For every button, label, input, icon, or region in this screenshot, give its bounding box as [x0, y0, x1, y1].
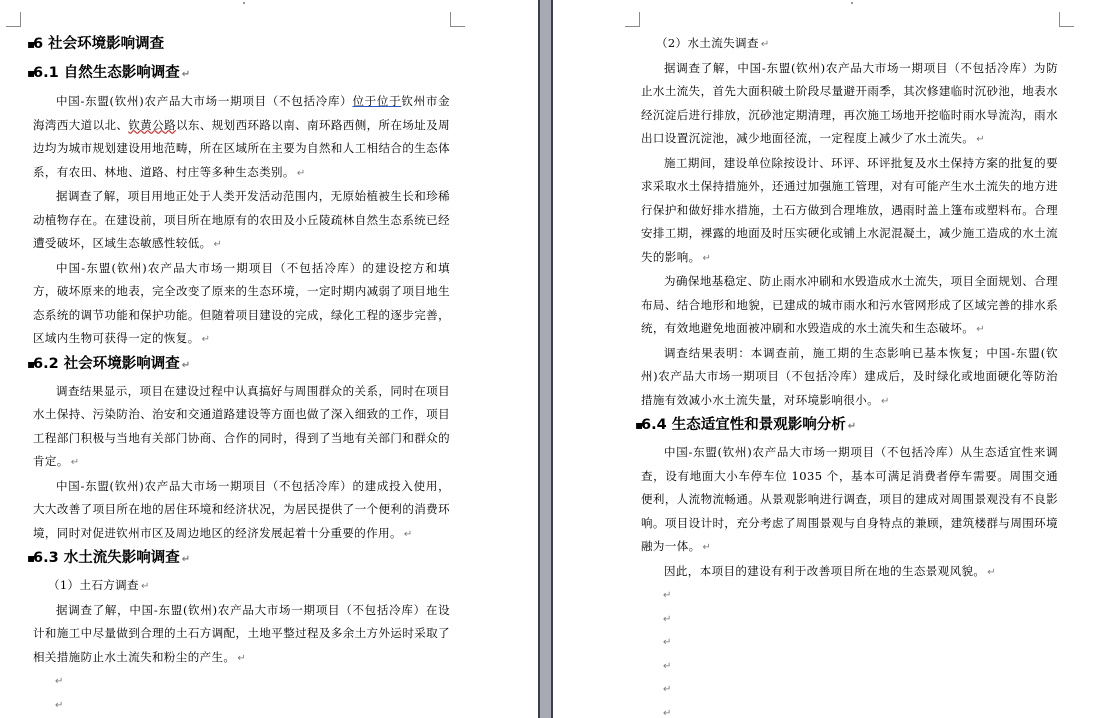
subheading-soil-erosion: （2）水土流失调查 ↵ [655, 36, 770, 50]
document-page-right [553, 0, 1116, 718]
empty-paragraph-mark: ↵ [663, 637, 672, 648]
paragraph-6-1-survey: 据调查了解，项目用地正处于人类开发活动范围内，无原始植被生长和珍稀动植物存在。在建设前，项目所在地原有的农田及小丘陵疏林自然生态系统已经遭受破坏，区域生态敏感性较低。 ↵ [33, 189, 450, 250]
empty-paragraph-mark: ↵ [55, 699, 64, 711]
subheading-earthwork: （1）土石方调查 ↵ [47, 578, 150, 592]
crop-mark-top-left [6, 12, 21, 27]
paragraph-6-2-benefits: 中国-东盟(钦州)农产品大市场一期项目（不包括冷库）的建成投入使用，大大改善了项目所在地的居住环境和经济状况，为居民提供了一个便利的消费环境，同时对促进钦州市区及周边地区的经济发展起着十分重要的作用。 ↵ [33, 478, 450, 540]
paragraph-6-3-results: 调查结果表明：本调查前，施工期的生态影响已基本恢复；中国-东盟(钦州)农产品大市场一期项目（不包括冷库）建成后，及时绿化或地面硬化等防治措施有效减小水土流失量，对环境影响很小。 ↵ [641, 345, 1058, 407]
header-marker [851, 2, 853, 4]
empty-paragraph-mark: ↵ [663, 590, 672, 601]
empty-paragraph-mark: ↵ [663, 684, 672, 695]
paragraph-6-3-drainage: 为确保地基稳定、防止雨水冲刷和水毁造成水土流失，项目全面规划、合理布局、结合地形和地貌，已建成的城市雨水和污水管网形成了区域完善的排水系统，有效地避免地面被冲刷和水毁造成的水土流失和生态破坏。 ↵ [641, 274, 1058, 335]
empty-paragraph-mark: ↵ [663, 707, 672, 718]
heading-section-6-4: ▪ 6.4 生态适宜性和景观影响分析 ↵ [635, 417, 857, 433]
empty-paragraph-mark: ↵ [55, 676, 64, 687]
header-marker [243, 2, 245, 4]
paragraph-6-3-erosion: 据调查了解，中国-东盟(钦州)农产品大市场一期项目（不包括冷库）为防止水土流失，首先大面积破土阶段尽量避开雨季，其次修建临时沉砂池，地表水经沉淀后进行排放，沉砂池定期清理，再次施工场地开挖临时雨水导流沟，雨水出口设置沉淀池，减少地面径流，一定程度上减少了水土流失。 ↵ [641, 60, 1058, 145]
paragraph-6-1-location: 中国-东盟(钦州)农产品大市场一期项目（不包括冷库）位于位于钦州市金海湾西大道以北、钦黄公路以东、规划西环路以南、南环路西侧，所在场址及周边均为城市规划建设用地范畴，所在区域所在主要为自然和人工相结合的生态体系，有农田、林地、道路、村庄等多种生态类别。 ↵ [33, 94, 451, 179]
paragraph-6-2-results: 调查结果显示，项目在建设过程中认真搞好与周围群众的关系，同时在项目水土保持、污染防治、治安和交通道路建设等方面也做了深入细致的工作，项目工程部门积极与当地有关部门协商、合作的同时，得到了当地有关部门和群众的肯定。 ↵ [33, 383, 450, 468]
empty-paragraph-mark: ↵ [663, 660, 672, 672]
heading-section-6: ▪ 6 社会环境影响调查 [27, 36, 165, 52]
heading-section-6-1: ▪ 6.1 自然生态影响调查 ↵ [27, 65, 191, 81]
paragraph-6-4-analysis: 中国-东盟(钦州)农产品大市场一期项目（不包括冷库）从生态适宜性来调查，设有地面大小车停车位 1035 个，基本可满足消费者停车需要。周围交通便利，人流物流畅通。从景观影响进行调查，项目的建成对周围景观没有不良影响。项目设计时，充分考虑了周围景观与自身特点的兼顾，建筑楼群与周围环境融为一体。 ↵ [641, 445, 1058, 553]
crop-mark-top-right [450, 12, 465, 27]
paragraph-6-3-earthwork: 据调查了解，中国-东盟(钦州)农产品大市场一期项目（不包括冷库）在设计和施工中尽量做到合理的土石方调配，土地平整过程及多余土方外运时采取了相关措施防止水土流失和粉尘的产生。 ↵ [33, 602, 450, 664]
paragraph-6-1-construction: 中国-东盟(钦州)农产品大市场一期项目（不包括冷库）的建设挖方和填方，破坏原来的地表，完全改变了原来的生态环境，一定时期内减弱了项目地生态系统的调节功能和保护功能。但随着项目建设的完成，绿化工程的逐步完善，区域内生物可获得一定的恢复。 ↵ [33, 260, 450, 345]
page-edge-left [538, 0, 540, 718]
paragraph-6-4-conclusion: 因此，本项目的建设有利于改善项目所在地的生态景观风貌。 ↵ [664, 563, 997, 578]
document-page-left [0, 0, 538, 718]
right-page-body[interactable] [635, 32, 1058, 718]
heading-section-6-3: ▪ 6.3 水土流失影响调查 ↵ [27, 550, 191, 566]
empty-paragraph-mark: ↵ [663, 613, 672, 625]
crop-mark-top-right [1059, 12, 1074, 27]
crop-mark-top-left [625, 12, 640, 27]
heading-section-6-2: ▪ 6.2 社会环境影响调查 ↵ [27, 355, 191, 372]
paragraph-6-3-construction: 施工期间，建设单位除按设计、环评、环评批复及水土保持方案的批复的要求采取水土保持措施外，还通过加强施工管理，对有可能产生水土流失的地方进行保护和做好排水措施，土石方做到合理堆放，遇雨时盖上篷布或塑料布。合理安排工期，裸露的地面及时压实硬化或铺上水泥混凝土，减少施工造成的水土流失的影响。 ↵ [641, 155, 1058, 264]
left-page-body[interactable] [27, 32, 451, 717]
